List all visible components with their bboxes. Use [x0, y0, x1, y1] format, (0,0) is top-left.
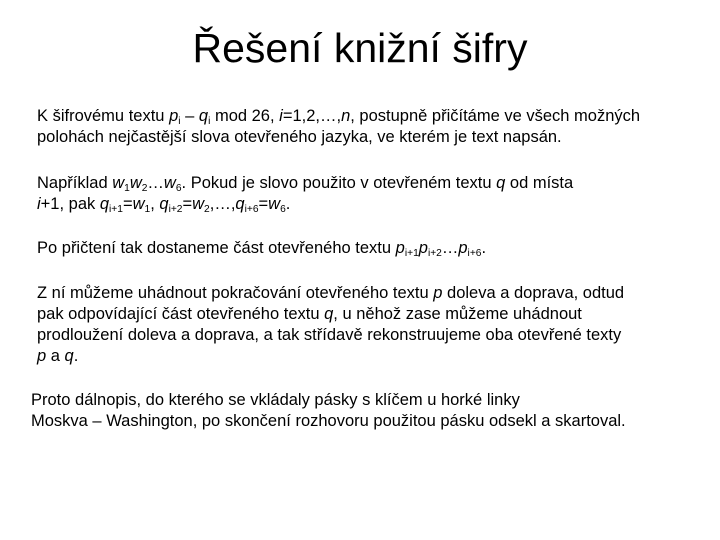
text-run: od místa — [505, 174, 574, 192]
subscript: 2 — [141, 183, 148, 195]
text-run: K šifrovému textu — [37, 107, 170, 125]
subscript: 1 — [124, 183, 130, 195]
paragraph-line — [37, 346, 624, 367]
text-run: – — [180, 107, 199, 125]
subscript: i+2 — [168, 204, 183, 216]
math-variable: w — [268, 195, 281, 213]
text-run: … — [441, 239, 459, 257]
text-run: Po přičtení tak dostaneme část otevřeného textu — [37, 239, 396, 257]
paragraph-3 — [37, 238, 486, 259]
text-run: , u něhož zase můžeme uhádnout — [333, 305, 582, 323]
math-variable: q — [159, 195, 169, 213]
math-variable: q — [496, 174, 506, 192]
paragraph-5 — [31, 390, 626, 432]
subscript: i — [208, 116, 211, 128]
paragraph-line — [37, 283, 624, 304]
paragraph-line — [37, 325, 624, 346]
paragraph-line — [37, 106, 640, 127]
paragraph-line — [37, 194, 573, 215]
math-variable: q — [198, 107, 209, 125]
text-run: Z ní můžeme uhádnout pokračování otevřeného textu — [37, 284, 434, 302]
math-variable: w — [112, 174, 125, 192]
paragraph-1 — [37, 106, 640, 148]
text-run: . — [481, 239, 487, 257]
math-variable: w — [132, 195, 145, 213]
paragraph-line — [37, 173, 573, 194]
text-run: +1, pak — [40, 195, 100, 213]
paragraph-line — [37, 127, 640, 148]
paragraph-4 — [37, 283, 624, 367]
text-run: . — [73, 347, 79, 365]
paragraph-line — [31, 390, 626, 411]
subscript: 6 — [175, 183, 182, 195]
math-variable: i — [279, 107, 283, 125]
subscript: 2 — [204, 204, 210, 216]
text-run: polohách nejčastější slova otevřeného jazyka, ve kterém je text napsán. — [37, 128, 562, 146]
text-run: Moskva – Washington, po skončení rozhovoru použitou pásku odsekl a skartoval. — [31, 412, 626, 430]
text-run: , postupně přičítáme ve všech možných — [350, 107, 641, 125]
text-run: prodloužení doleva a doprava, a tak střídavě rekonstruujeme oba otevřené texty — [37, 326, 622, 344]
text-run: = — [122, 195, 133, 213]
subscript: i+6 — [467, 248, 482, 260]
math-variable: w — [129, 174, 142, 192]
subscript: i+1 — [109, 204, 123, 216]
math-variable: q — [324, 305, 334, 323]
text-run: = — [258, 195, 269, 213]
text-run: . — [285, 195, 291, 213]
paragraph-2 — [37, 173, 573, 215]
text-run: . Pokud je slovo použito v otevřeném textu — [181, 174, 497, 192]
text-run: mod 26, — [210, 107, 280, 125]
text-run: … — [147, 174, 164, 192]
text-run: pak odpovídající část otevřeného textu — [37, 305, 325, 323]
math-variable: q — [99, 195, 110, 213]
subscript: i+1 — [404, 248, 419, 260]
paragraph-line — [37, 238, 486, 259]
text-run: =1,2,…, — [282, 107, 342, 125]
text-run: Například — [37, 174, 113, 192]
slide-title: Řešení knižní šifry — [192, 25, 528, 71]
paragraph-line — [31, 411, 626, 432]
math-variable: p — [169, 107, 179, 125]
subscript: i+6 — [244, 204, 259, 216]
text-run: , — [150, 195, 160, 213]
math-variable: q — [64, 347, 74, 365]
math-variable: p — [37, 347, 47, 365]
subscript: 6 — [280, 204, 286, 216]
math-variable: w — [192, 195, 205, 213]
subscript: i+2 — [427, 248, 442, 260]
math-variable: p — [418, 239, 428, 257]
text-run: doleva a doprava, odtud — [442, 284, 625, 302]
text-run: a — [46, 347, 65, 365]
math-variable: p — [458, 239, 468, 257]
math-variable: w — [163, 174, 176, 192]
text-run: ,…, — [209, 195, 236, 213]
text-run: Proto dálnopis, do kterého se vkládaly pásky s klíčem u horké linky — [31, 391, 520, 409]
paragraph-line — [37, 304, 624, 325]
subscript: i — [178, 116, 181, 128]
subscript: 1 — [144, 204, 151, 216]
math-variable: p — [395, 239, 405, 257]
math-variable: i — [37, 195, 41, 213]
math-variable: q — [235, 195, 245, 213]
math-variable: n — [341, 107, 351, 125]
math-variable: p — [433, 284, 443, 302]
text-run: = — [182, 195, 193, 213]
